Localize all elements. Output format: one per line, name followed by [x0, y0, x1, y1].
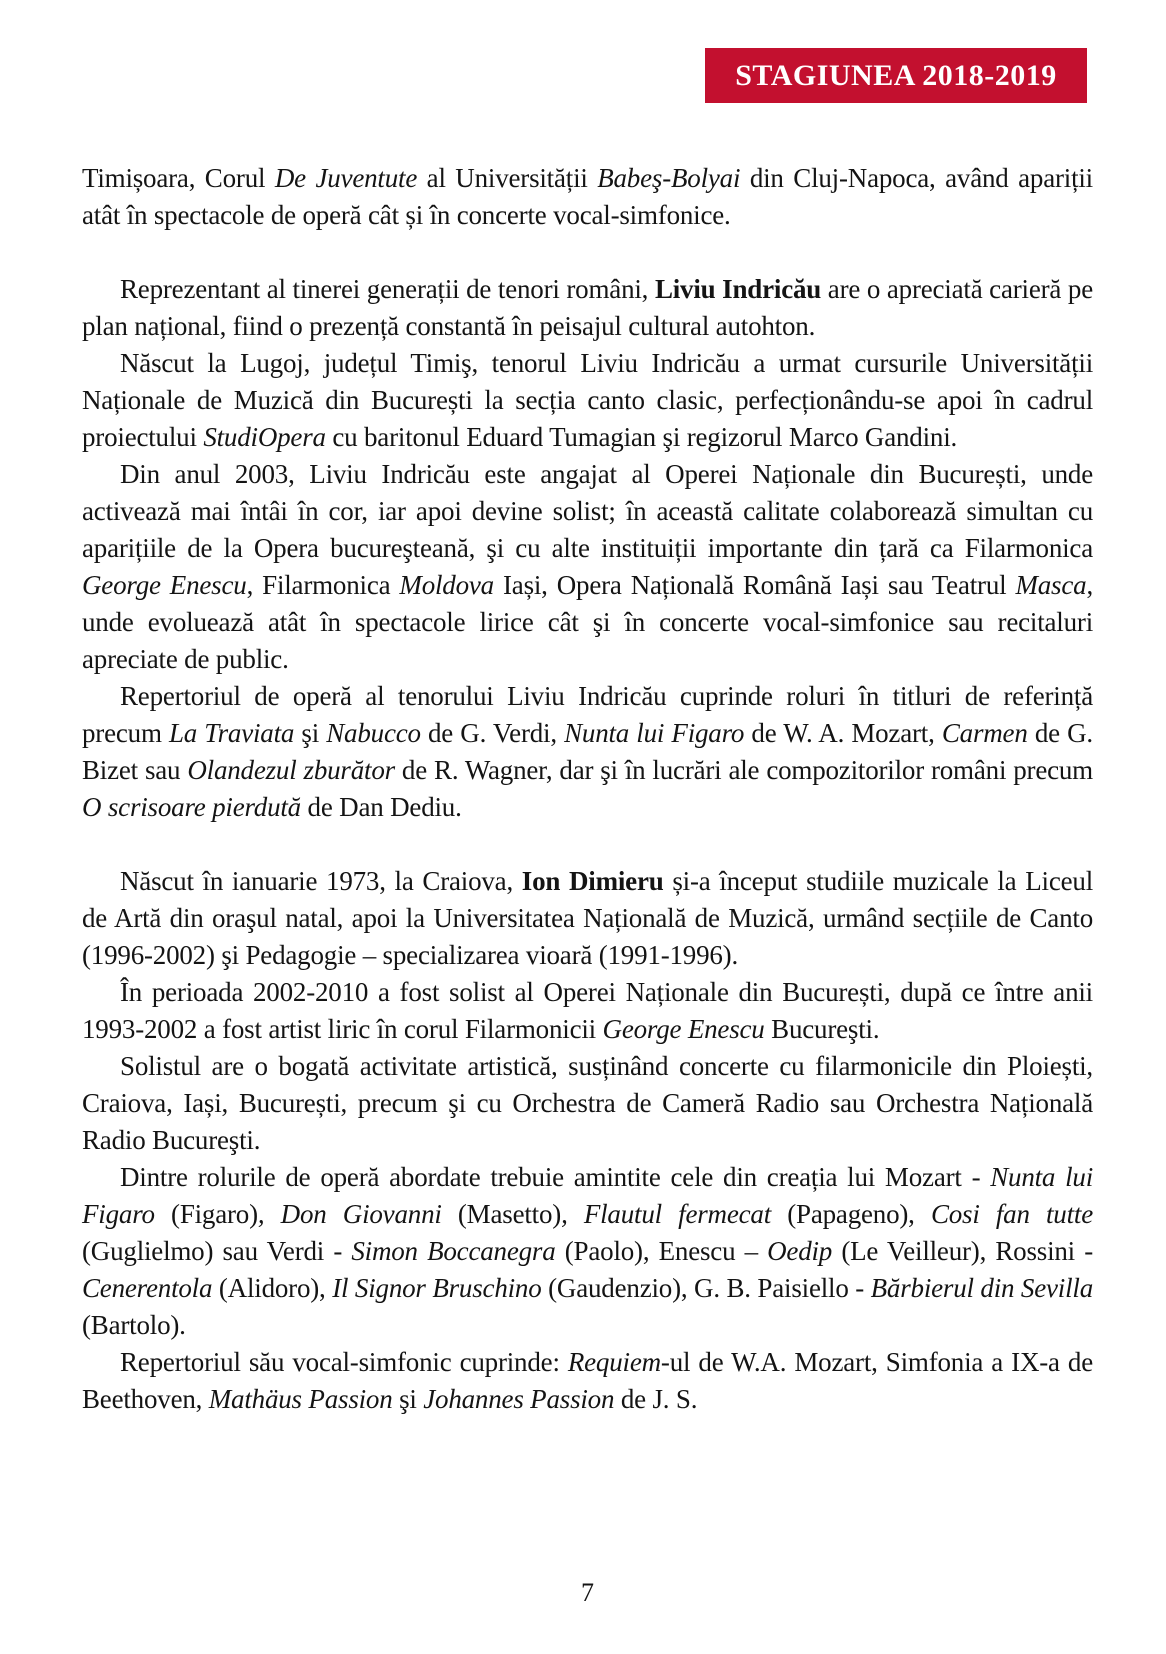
paragraph: [82, 1159, 1093, 1344]
bold-run: Liviu Indricău: [654, 274, 822, 304]
text-run: de Dan Dediu.: [301, 792, 462, 822]
text-run: (Figaro): [154, 1199, 258, 1229]
text-run: de G. Bizet sau: [82, 718, 1093, 785]
season-banner: [705, 48, 1087, 103]
text-run: (Le Veilleur), Rossini -: [832, 1236, 1094, 1266]
paragraph: [82, 863, 1093, 974]
text-run: al Universității: [417, 163, 598, 193]
text-run: şi: [392, 1384, 424, 1414]
italic-run: Oedip: [767, 1236, 833, 1266]
text-run: Solistul are o bogată activitate artistică, susținând concerte cu filarmonicile din Ploiești, Craiova, Iași, București, precum şi cu Orchestra de Cameră Radio sau Orchestra Națională Radio Bucureşti.: [82, 1051, 1093, 1155]
italic-run: Cosi fan tutte: [914, 1199, 1093, 1229]
text-run: (Papageno),: [771, 1199, 915, 1229]
text-run: -ul de W.A. Mozart, Simfonia a IX-a de Beethoven,: [82, 1347, 1093, 1414]
text-run: (Bartolo).: [82, 1310, 186, 1340]
paragraph: [82, 271, 1093, 345]
text-run: Născut la Lugoj, județul Timiş, tenorul Liviu Indricău a urmat cursurile Universității Naționale de Muzică din București la secția canto clasic, perfecționându-se apoi în cadrul proiectului: [82, 348, 1093, 452]
text-run: Reprezentant al tinerei generații de tenori români,: [120, 274, 655, 304]
italic-run: Mathäus Passion: [208, 1384, 393, 1414]
italic-run: , Flautul fermecat: [561, 1199, 772, 1229]
paragraph: [82, 1048, 1093, 1159]
text-run: şi: [294, 718, 327, 748]
body-text: [82, 160, 1093, 1418]
text-run: (Guglielmo) sau Verdi -: [82, 1236, 352, 1266]
italic-run: Moldova: [399, 570, 494, 600]
italic-run: Olandezul zburător: [187, 755, 395, 785]
italic-run: Nunta lui Figaro: [564, 718, 745, 748]
text-run: În perioada 2002-2010 a fost solist al Operei Naționale din București, după ce între anii 1993-2002 a fost artist liric în corul Filarmonicii: [82, 977, 1093, 1044]
italic-run: Nunta lui Figaro: [82, 1162, 1093, 1229]
italic-run: Johannes Passion: [423, 1384, 615, 1414]
page-number: 7: [581, 1578, 594, 1607]
text-run: din Cluj-Napoca, având apariții atât în spectacole de operă cât și în concerte vocal-simfonice.: [82, 163, 1093, 230]
paragraph: [82, 1344, 1093, 1418]
paragraph: [82, 678, 1093, 826]
text-run: are o apreciată carieră pe plan național, fiind o prezență constantă în peisajul cultural autohton.: [82, 274, 1093, 341]
text-run: (Alidoro),: [212, 1273, 333, 1303]
text-run: Repertoriul său vocal-simfonic cuprinde:: [120, 1347, 568, 1377]
paragraph: [82, 456, 1093, 678]
text-run: Repertoriul de operă al tenorului Liviu Indricău cuprinde roluri în titluri de referință precum: [82, 681, 1093, 748]
italic-run: , Don Giovanni: [257, 1199, 442, 1229]
bold-run: Ion Dimieru: [521, 866, 664, 896]
italic-run: Simon Boccanegra: [351, 1236, 556, 1266]
text-run: și-a început studiile muzicale la Liceul de Artă din oraşul natal, apoi la Universitatea Națională de Muzică, urmând secțiile de Canto (1996-2002) şi Pedagogie – specializarea vioară (1991-1996).: [82, 866, 1094, 970]
italic-run: George Enescu: [82, 570, 247, 600]
italic-run: Masca: [1015, 570, 1087, 600]
text-run: Timișoara, Corul: [82, 163, 275, 193]
italic-run: O scrisoare pierdută: [82, 792, 301, 822]
italic-run: Nabucco: [326, 718, 421, 748]
text-run: , unde evoluează atât în spectacole lirice cât şi în concerte vocal-simfonice sau recitaluri apreciate de public.: [82, 570, 1094, 674]
italic-run: Cenerentola: [82, 1273, 213, 1303]
paragraph: [82, 345, 1093, 456]
italic-run: StudiOpera: [203, 422, 326, 452]
paragraph: [82, 974, 1093, 1048]
text-run: de J. S.: [614, 1384, 698, 1414]
italic-run: Babeş-Bolyai: [597, 163, 741, 193]
text-run: Iași, Opera Națională Română Iași sau Teatrul: [493, 570, 1016, 600]
page-footer: [82, 1578, 1093, 1608]
italic-run: Il Signor Bruschino: [332, 1273, 542, 1303]
text-run: de G. Verdi,: [420, 718, 565, 748]
italic-run: De Juventute: [274, 163, 418, 193]
season-banner-label: STAGIUNEA 2018-2019: [735, 58, 1057, 92]
text-run: de R. Wagner, dar şi în lucrări ale compozitorilor români precum: [394, 755, 1093, 785]
paragraph: [82, 160, 1093, 234]
text-run: , Filarmonica: [246, 570, 400, 600]
text-run: de W. A. Mozart,: [744, 718, 942, 748]
text-run: cu baritonul Eduard Tumagian şi regizorul Marco Gandini.: [325, 422, 958, 452]
text-run: (Gaudenzio), G. B. Paisiello -: [541, 1273, 871, 1303]
text-run: Bucureşti.: [764, 1014, 880, 1044]
text-run: (Masetto): [441, 1199, 562, 1229]
italic-run: Requiem: [567, 1347, 661, 1377]
italic-run: Carmen: [941, 718, 1028, 748]
text-run: Dintre rolurile de operă abordate trebuie amintite cele din creația lui Mozart -: [120, 1162, 991, 1192]
text-run: (Paolo), Enescu –: [555, 1236, 768, 1266]
italic-run: George Enescu: [602, 1014, 765, 1044]
text-run: Din anul 2003, Liviu Indricău este angajat al Operei Naționale din București, unde activează mai întâi în cor, iar apoi devine solist; în această calitate colaborează simultan cu aparițiile de la Opera bucureşteană, şi cu alte instituiții importante din țară ca Filarmonica: [82, 459, 1093, 563]
text-run: Născut în ianuarie 1973, la Craiova,: [120, 866, 522, 896]
italic-run: La Traviata: [168, 718, 295, 748]
italic-run: Bărbierul din Sevilla: [870, 1273, 1093, 1303]
